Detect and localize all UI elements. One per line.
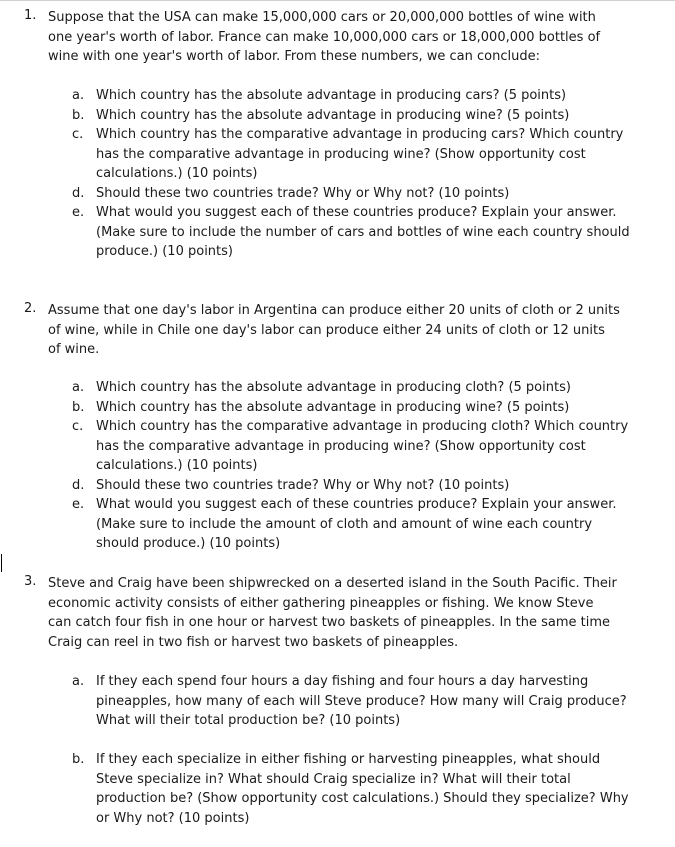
part-letter: c. — [72, 419, 84, 434]
list-item — [72, 86, 632, 106]
part-letter: e. — [72, 497, 85, 512]
question-3-part-a — [72, 672, 632, 731]
question-number: 3. — [24, 574, 37, 589]
list-item — [72, 750, 632, 828]
part-letter: e. — [72, 205, 85, 220]
part-text[interactable]: Which country has the absolute advantage in producing wine? (5 points) — [96, 107, 570, 123]
question-1 — [24, 8, 620, 67]
text-cursor — [1, 554, 2, 572]
list-item — [72, 417, 632, 476]
part-text[interactable]: Which country has the absolute advantage in producing cars? (5 points) — [96, 88, 567, 103]
part-text[interactable]: Which country has the comparative advantage in producing cars? Which country has the comparative advantage in producing wine? (Show opportunity cost calculations.) (10 points) — [96, 127, 624, 181]
list-item — [72, 398, 632, 418]
part-letter: a. — [72, 88, 85, 103]
list-item — [72, 476, 632, 496]
part-text[interactable]: Which country has the comparative advantage in producing cloth? Which country has the comparative advantage in producing wine? (Show opportunity cost calculations.) (10 points) — [96, 419, 629, 473]
list-item — [72, 203, 632, 262]
part-letter: a. — [72, 380, 85, 395]
list-item — [72, 672, 632, 731]
question-3 — [24, 574, 620, 652]
page-top-edge — [0, 0, 675, 1]
part-text[interactable]: Should these two countries trade? Why or Why not? (10 points) — [96, 477, 510, 493]
part-letter: b. — [72, 752, 85, 767]
part-letter: b. — [72, 107, 85, 123]
part-letter: b. — [72, 399, 85, 415]
part-text[interactable]: Should these two countries trade? Why or Why not? (10 points) — [96, 185, 510, 201]
question-3-part-b — [72, 750, 632, 828]
question-2 — [24, 301, 620, 360]
part-letter: c. — [72, 127, 84, 142]
part-text[interactable]: What would you suggest each of these countries produce? Explain your answer. (Make sure to include the number of cars and bottles of wine each country should produce.) (10 points) — [96, 205, 630, 259]
question-text[interactable]: Steve and Craig have been shipwrecked on a deserted island in the South Pacific. Their economic activity consists of either gathering pineapples or fishing. We know Steve can catch four fish in one hour or harvest two baskets of pineapples. In the same time Craig can reel in two fish or harvest two baskets of pineapples. — [48, 576, 617, 650]
question-text[interactable]: Assume that one day's labor in Argentina can produce either 20 units of cloth or 2 units of wine, while in Chile one day's labor can produce either 24 units of cloth or 12 units of wine. — [48, 303, 620, 357]
list-item — [72, 378, 632, 398]
question-number: 1. — [24, 8, 37, 23]
part-text[interactable]: What would you suggest each of these countries produce? Explain your answer. (Make sure to include the amount of cloth and amount of wine each country should produce.) (10 points) — [96, 497, 617, 551]
list-item — [72, 106, 632, 126]
question-number: 2. — [24, 301, 37, 316]
question-2-parts — [72, 378, 632, 554]
list-item — [72, 184, 632, 204]
list-item — [72, 495, 632, 554]
question-1-parts — [72, 86, 632, 262]
part-text[interactable]: If they each specialize in either fishing or harvesting pineapples, what should Steve specialize in? What should Craig specialize in? What will their total production be? (Show opportunity cost calculations.) Should they specialize? Why or Why not? (10 points) — [96, 752, 629, 826]
list-item — [72, 125, 632, 184]
part-text[interactable]: Which country has the absolute advantage in producing cloth? (5 points) — [96, 380, 571, 395]
part-text[interactable]: Which country has the absolute advantage in producing wine? (5 points) — [96, 399, 570, 415]
part-text[interactable]: If they each spend four hours a day fishing and four hours a day harvesting pineapples, how many of each will Steve produce? How many will Craig produce? What will their total production be? (10 points) — [96, 674, 627, 728]
part-letter: a. — [72, 674, 85, 689]
part-letter: d. — [72, 477, 85, 493]
part-letter: d. — [72, 185, 85, 201]
question-text[interactable]: Suppose that the USA can make 15,000,000 cars or 20,000,000 bottles of wine with one year's worth of labor. France can make 10,000,000 cars or 18,000,000 bottles of wine with one year's worth of labor. From these numbers, we can conclude: — [48, 10, 601, 64]
